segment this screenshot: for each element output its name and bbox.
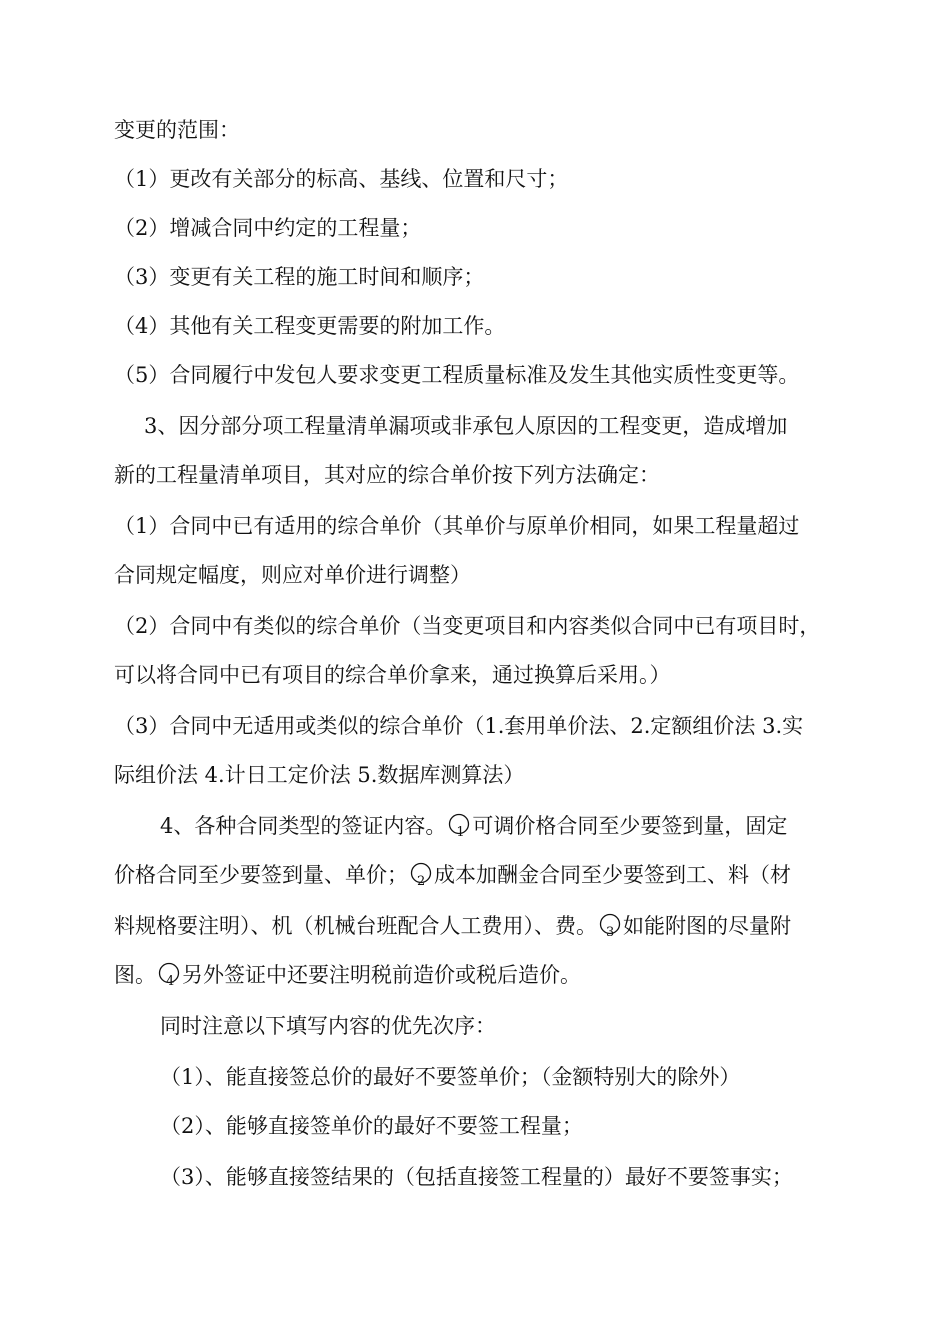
- scope-item-4: （4）其他有关工程变更需要的附加工作。: [114, 314, 506, 338]
- section-4-text: 4、各种合同类型的签证内容。: [160, 814, 447, 838]
- section-3-line-1: 3、因分部分项工程量清单漏项或非承包人原因的工程变更，造成增加: [144, 414, 788, 438]
- section-4-text: 成本加酬金合同至少要签到工、料（材: [434, 863, 791, 887]
- section-4-line-2: [0, 860, 950, 890]
- priority-heading: 同时注意以下填写内容的优先次序：: [160, 1014, 496, 1038]
- scope-item-1: （1）更改有关部分的标高、基线、位置和尺寸；: [114, 167, 569, 191]
- scope-item-2: （2）增减合同中约定的工程量；: [114, 216, 422, 240]
- method-3-line-2: 际组价法 4.计日工定价法 5.数据库测算法）: [114, 763, 525, 787]
- section-3-line-2: 新的工程量清单项目，其对应的综合单价按下列方法确定：: [114, 463, 660, 487]
- section-4-text: 图。: [114, 963, 156, 987]
- priority-item-1: （1）、能直接签总价的最好不要签单价；（金额特别大的除外）: [160, 1065, 741, 1089]
- section-4-text: 如能附图的尽量附: [623, 914, 791, 938]
- section-4-text: 可调价格合同至少要签到量，固定: [472, 814, 788, 838]
- circled-number-2: 2: [410, 862, 432, 888]
- section-4-line-3: [0, 911, 950, 941]
- method-2-line-2: 可以将合同中已有项目的综合单价拿来，通过换算后采用。）: [114, 663, 671, 687]
- scope-item-5: （5）合同履行中发包人要求变更工程质量标准及发生其他实质性变更等。: [114, 363, 800, 387]
- method-3-line-1: （3）合同中无适用或类似的综合单价（1.套用单价法、2.定额组价法 3.实: [114, 714, 804, 738]
- section-4-text: 料规格要注明）、机（机械台班配合人工费用）、费。: [114, 914, 597, 938]
- section-4-text: 价格合同至少要签到量、单价；: [114, 863, 408, 887]
- method-1-line-2: 合同规定幅度，则应对单价进行调整）: [114, 563, 471, 587]
- section-4-text: 另外签证中还要注明税前造价或税后造价。: [182, 963, 581, 987]
- circled-number-1: 1: [448, 813, 470, 839]
- method-1-line-1: （1）合同中已有适用的综合单价（其单价与原单价相同，如果工程量超过: [114, 514, 800, 538]
- circled-number-3: 3: [599, 913, 621, 939]
- section-4-line-1: [0, 811, 950, 841]
- priority-item-3: （3）、能够直接签结果的（包括直接签工程量的）最好不要签事实；: [160, 1165, 793, 1189]
- method-2-line-1: （2）合同中有类似的综合单价（当变更项目和内容类似合同中已有项目时，: [114, 614, 821, 638]
- scope-heading: 变更的范围：: [114, 118, 240, 142]
- priority-item-2: （2）、能够直接签单价的最好不要签工程量；: [160, 1114, 583, 1138]
- section-4-line-4: [0, 960, 950, 990]
- circled-number-4: 4: [158, 962, 180, 988]
- scope-item-3: （3）变更有关工程的施工时间和顺序；: [114, 265, 485, 289]
